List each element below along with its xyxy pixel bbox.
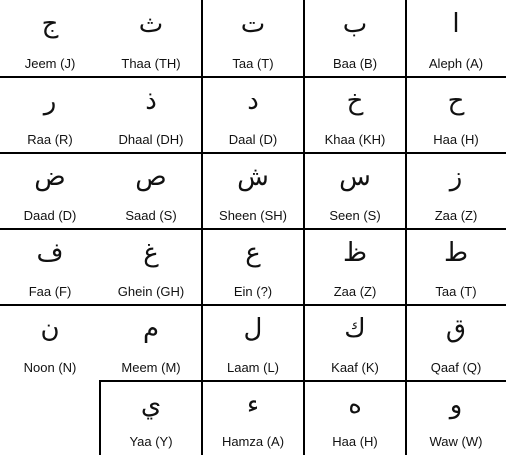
arabic-letter: ك bbox=[344, 314, 366, 344]
letter-name: Hamza (A) bbox=[221, 434, 285, 449]
letter-cell bbox=[304, 229, 406, 305]
arabic-letter: ص bbox=[135, 162, 167, 192]
arabic-letter: ي bbox=[140, 390, 162, 420]
letter-name: Faa (F) bbox=[28, 284, 72, 299]
letter-cell bbox=[202, 381, 304, 455]
letter-cell bbox=[0, 229, 100, 305]
letter-name: Haa (H) bbox=[433, 132, 479, 147]
letter-cell bbox=[406, 0, 506, 77]
letter-cell bbox=[304, 77, 406, 153]
letter-cell bbox=[304, 381, 406, 455]
arabic-letter: ذ bbox=[145, 86, 157, 116]
letter-cell bbox=[0, 77, 100, 153]
letter-name: Jeem (J) bbox=[24, 56, 76, 71]
letter-name: Sheen (SH) bbox=[219, 208, 287, 223]
letter-name: Aleph (A) bbox=[428, 56, 484, 71]
letter-name: Ghein (GH) bbox=[117, 284, 185, 299]
letter-name: Seen (S) bbox=[329, 208, 381, 223]
arabic-letter: غ bbox=[143, 238, 159, 268]
arabic-letter: ج bbox=[41, 9, 59, 39]
letter-name: Khaa (KH) bbox=[324, 132, 386, 147]
arabic-letter: ل bbox=[243, 314, 263, 344]
arabic-letter: ض bbox=[34, 162, 66, 192]
letter-name: Zaa (Z) bbox=[333, 284, 377, 299]
letter-cell bbox=[406, 381, 506, 455]
letter-cell bbox=[406, 305, 506, 381]
letter-cell bbox=[202, 0, 304, 77]
letter-name: Qaaf (Q) bbox=[430, 360, 482, 375]
letter-name: Thaa (TH) bbox=[121, 56, 181, 71]
grid-divider-horizontal bbox=[0, 228, 506, 230]
letter-cell bbox=[304, 305, 406, 381]
arabic-letter: د bbox=[247, 86, 259, 116]
letter-name: Dhaal (DH) bbox=[118, 132, 184, 147]
arabic-letter: و bbox=[449, 390, 463, 420]
arabic-letter: ظ bbox=[342, 238, 368, 268]
arabic-letter: س bbox=[339, 162, 371, 192]
letter-name: Raa (R) bbox=[27, 132, 73, 147]
letter-cell bbox=[0, 0, 100, 77]
arabic-letter: ا bbox=[452, 9, 460, 39]
letter-cell bbox=[100, 153, 202, 229]
letter-name: Ein (?) bbox=[233, 284, 273, 299]
arabic-letter: ه bbox=[348, 390, 362, 420]
arabic-letter: ق bbox=[445, 314, 467, 344]
arabic-letter: ز bbox=[449, 162, 463, 192]
letter-name: Noon (N) bbox=[23, 360, 77, 375]
grid-divider-horizontal bbox=[99, 380, 506, 382]
letter-cell bbox=[202, 229, 304, 305]
letter-cell bbox=[100, 77, 202, 153]
grid-divider-horizontal bbox=[0, 76, 506, 78]
arabic-letter: خ bbox=[346, 86, 364, 116]
arabic-letter: ر bbox=[43, 86, 57, 116]
letter-cell bbox=[406, 153, 506, 229]
letter-cell bbox=[202, 77, 304, 153]
letter-name: Baa (B) bbox=[332, 56, 378, 71]
grid-divider-vertical bbox=[99, 381, 101, 455]
letter-cell bbox=[100, 381, 202, 455]
letter-cell bbox=[304, 0, 406, 77]
letter-cell bbox=[0, 305, 100, 381]
grid-divider-horizontal bbox=[0, 304, 506, 306]
letter-name: Yaa (Y) bbox=[129, 434, 173, 449]
letter-name: Meem (M) bbox=[121, 360, 181, 375]
arabic-letter: ع bbox=[245, 238, 261, 268]
letter-cell bbox=[0, 381, 100, 455]
arabic-letter: ف bbox=[36, 238, 64, 268]
arabic-letter: ء bbox=[246, 390, 260, 420]
arabic-letter: ش bbox=[237, 162, 269, 192]
letter-cell bbox=[0, 153, 100, 229]
letter-cell bbox=[100, 229, 202, 305]
letter-cell bbox=[304, 153, 406, 229]
letter-cell bbox=[100, 0, 202, 77]
letter-name: Waw (W) bbox=[429, 434, 483, 449]
letter-name: Laam (L) bbox=[226, 360, 280, 375]
letter-name: Taa (T) bbox=[232, 56, 274, 71]
arabic-letter: ت bbox=[240, 9, 266, 39]
letter-cell bbox=[202, 153, 304, 229]
letter-name: Haa (H) bbox=[332, 434, 378, 449]
letter-name: Daal (D) bbox=[228, 132, 278, 147]
arabic-letter: ن bbox=[40, 314, 60, 344]
letter-cell bbox=[406, 77, 506, 153]
arabic-letter: ب bbox=[342, 9, 368, 39]
letter-name: Kaaf (K) bbox=[331, 360, 379, 375]
letter-name: Daad (D) bbox=[23, 208, 77, 223]
arabic-letter: م bbox=[142, 314, 160, 344]
grid-divider-horizontal bbox=[0, 152, 506, 154]
letter-cell bbox=[202, 305, 304, 381]
letter-name: Zaa (Z) bbox=[434, 208, 478, 223]
letter-name: Taa (T) bbox=[435, 284, 477, 299]
letter-name: Saad (S) bbox=[125, 208, 177, 223]
arabic-letter: ث bbox=[138, 9, 164, 39]
letter-cell bbox=[406, 229, 506, 305]
letter-cell bbox=[100, 305, 202, 381]
arabic-letter: ط bbox=[443, 238, 469, 268]
arabic-letter: ح bbox=[447, 86, 465, 116]
